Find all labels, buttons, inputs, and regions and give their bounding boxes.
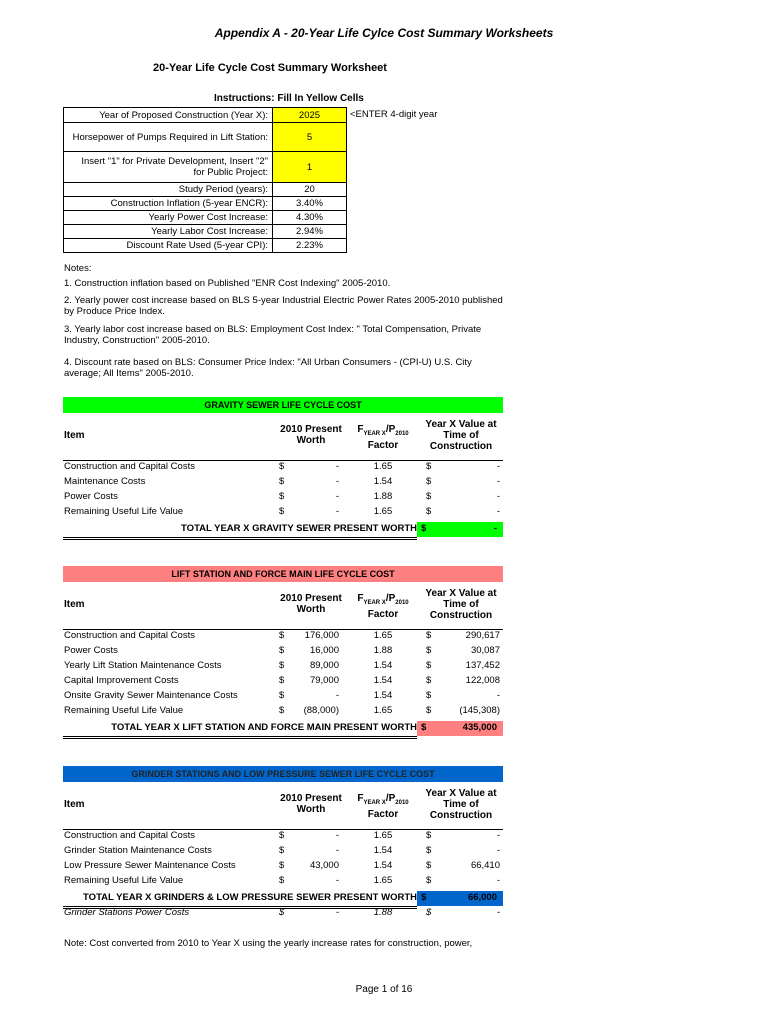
row-label: Remaining Useful Life Value xyxy=(64,506,184,517)
total-label: TOTAL YEAR X GRINDERS & LOW PRESSURE SEWER PRESENT WORTH xyxy=(83,892,417,903)
currency-symbol: $ xyxy=(421,722,427,733)
year-x-value: - xyxy=(496,491,500,502)
currency-symbol: $ xyxy=(426,461,432,472)
item-header: Item xyxy=(64,430,85,441)
factor-value: 1.88 xyxy=(373,645,393,656)
section-title-bar xyxy=(63,566,503,582)
row-label: Power Costs xyxy=(64,491,118,502)
input-label: Year of Proposed Construction (Year X): xyxy=(64,108,273,123)
year-x-value: - xyxy=(496,907,500,918)
present-worth-value: 43,000 xyxy=(309,860,339,871)
note-item: 4. Discount rate based on BLS: Consumer Price Index: "All Urban Consumers - (CPI-U) U.S. City average; All Items" 2005-2010. xyxy=(64,357,472,379)
appendix-title: Appendix A - 20-Year Life Cylce Cost Summary Worksheets xyxy=(214,26,554,40)
factor-value: 1.65 xyxy=(373,875,393,886)
currency-symbol: $ xyxy=(279,860,285,871)
labor-increase-value: 2.94% xyxy=(273,225,347,239)
bottom-note: Note: Cost converted from 2010 to Year X using the yearly increase rates for construction, power, xyxy=(64,938,473,949)
present-worth-value: 16,000 xyxy=(309,645,339,656)
section-title-bar xyxy=(63,397,503,413)
present-worth-value: - xyxy=(335,506,339,517)
currency-symbol: $ xyxy=(279,630,285,641)
present-worth-value: (88,000) xyxy=(303,705,339,716)
currency-symbol: $ xyxy=(426,830,432,841)
currency-symbol: $ xyxy=(426,690,432,701)
currency-symbol: $ xyxy=(279,476,285,487)
double-rule xyxy=(63,736,417,739)
table-row xyxy=(63,690,503,705)
year-x-value: 30,087 xyxy=(470,645,500,656)
input-table xyxy=(63,107,347,253)
row-label: Construction and Capital Costs xyxy=(64,830,195,841)
factor-header: $F_{YEAR X}/P_{2010}$ Factor xyxy=(357,793,409,820)
currency-symbol: $ xyxy=(426,860,432,871)
currency-symbol: $ xyxy=(279,506,285,517)
worksheet-title: 20-Year Life Cycle Cost Summary Worksheet xyxy=(153,62,387,74)
input-label: Insert "1" for Private Development, Insert "2" for Public Project: xyxy=(64,152,273,183)
currency-symbol: $ xyxy=(279,645,285,656)
total-value: - xyxy=(493,523,497,534)
total-cell xyxy=(417,891,503,906)
total-label: TOTAL YEAR X GRAVITY SEWER PRESENT WORTH xyxy=(181,523,417,534)
row-label: Capital Improvement Costs xyxy=(64,675,179,686)
table-row xyxy=(63,675,503,690)
factor-header: $F_{YEAR X}/P_{2010}$ Factor xyxy=(357,593,409,620)
page-footer: Page 1 of 16 xyxy=(355,984,413,995)
present-worth-header: 2010 Present Worth xyxy=(280,593,342,615)
present-worth-value: - xyxy=(335,830,339,841)
row-label: Construction and Capital Costs xyxy=(64,630,195,641)
table-row xyxy=(63,845,503,860)
row-label: Grinder Stations Power Costs xyxy=(64,907,190,918)
currency-symbol: $ xyxy=(279,660,285,671)
year-x-value: 290,617 xyxy=(465,630,500,641)
row-label: Grinder Station Maintenance Costs xyxy=(64,845,212,856)
year-x-value: 66,410 xyxy=(470,860,500,871)
present-worth-value: - xyxy=(335,690,339,701)
factor-value: 1.65 xyxy=(373,506,393,517)
table-row xyxy=(63,660,503,675)
table-row xyxy=(63,875,503,890)
present-worth-value: - xyxy=(335,845,339,856)
currency-symbol: $ xyxy=(279,705,285,716)
input-label: Study Period (years): xyxy=(64,183,273,197)
row-label: Onsite Gravity Sewer Maintenance Costs xyxy=(64,690,238,701)
total-label: TOTAL YEAR X LIFT STATION AND FORCE MAIN PRESENT WORTH xyxy=(111,722,417,733)
study-period-value: 20 xyxy=(273,183,347,197)
present-worth-value: 79,000 xyxy=(309,675,339,686)
currency-symbol: $ xyxy=(279,690,285,701)
total-row xyxy=(63,891,503,906)
currency-symbol: $ xyxy=(426,845,432,856)
factor-value: 1.54 xyxy=(373,845,393,856)
year-x-value: - xyxy=(496,845,500,856)
row-label: Remaining Useful Life Value xyxy=(64,705,184,716)
year-x-header: Year X Value at Time of Construction xyxy=(425,419,497,452)
discount-rate-value: 2.23% xyxy=(273,239,347,253)
present-worth-value: 176,000 xyxy=(304,630,339,641)
present-worth-header: 2010 Present Worth xyxy=(280,424,342,446)
factor-value: 1.65 xyxy=(373,461,393,472)
year-x-header: Year X Value at Time of Construction xyxy=(425,788,497,821)
year-x-value: - xyxy=(496,476,500,487)
currency-symbol: $ xyxy=(279,491,285,502)
factor-value: 1.54 xyxy=(373,690,393,701)
row-label: Remaining Useful Life Value xyxy=(64,875,184,886)
currency-symbol: $ xyxy=(426,705,432,716)
table-row xyxy=(63,705,503,720)
project-type-input[interactable]: 1 xyxy=(273,152,347,183)
currency-symbol: $ xyxy=(426,645,432,656)
present-worth-value: - xyxy=(335,461,339,472)
factor-value: 1.65 xyxy=(373,705,393,716)
total-cell xyxy=(417,522,503,537)
row-label: Construction and Capital Costs xyxy=(64,461,195,472)
year-x-value: - xyxy=(496,461,500,472)
power-increase-value: 4.30% xyxy=(273,211,347,225)
total-row xyxy=(63,721,503,736)
year-x-value: (145,308) xyxy=(459,705,500,716)
section-title: GRINDER STATIONS AND LOW PRESSURE SEWER LIFE CYCLE COST xyxy=(131,769,435,779)
factor-value: 1.54 xyxy=(373,660,393,671)
currency-symbol: $ xyxy=(426,630,432,641)
row-label: Maintenance Costs xyxy=(64,476,146,487)
present-worth-value: - xyxy=(335,491,339,502)
section-title-bar xyxy=(63,766,503,782)
factor-value: 1.88 xyxy=(373,907,393,918)
table-row xyxy=(63,476,503,491)
note-item: 2. Yearly power cost increase based on BLS 5-year Industrial Electric Power Rates 2005-2010 published by Produce Price Index. xyxy=(64,295,503,317)
input-label: Construction Inflation (5-year ENCR): xyxy=(64,197,273,211)
enter-year-note: <ENTER 4-digit year xyxy=(350,109,438,120)
notes-heading: Notes: xyxy=(64,263,92,274)
present-worth-header: 2010 Present Worth xyxy=(280,793,342,815)
total-row xyxy=(63,522,503,537)
row-label: Power Costs xyxy=(64,645,118,656)
item-header: Item xyxy=(64,799,85,810)
table-row xyxy=(63,461,503,476)
currency-symbol: $ xyxy=(279,907,285,918)
year-x-value: - xyxy=(496,506,500,517)
currency-symbol: $ xyxy=(421,892,427,903)
table-row xyxy=(63,506,503,521)
currency-symbol: $ xyxy=(426,875,432,886)
present-worth-value: - xyxy=(335,875,339,886)
input-label: Discount Rate Used (5-year CPI): xyxy=(64,239,273,253)
table-row xyxy=(63,907,503,922)
currency-symbol: $ xyxy=(279,830,285,841)
year-x-value: 122,008 xyxy=(465,675,500,686)
input-label: Yearly Labor Cost Increase: xyxy=(64,225,273,239)
currency-symbol: $ xyxy=(426,506,432,517)
currency-symbol: $ xyxy=(426,660,432,671)
item-header: Item xyxy=(64,599,85,610)
double-rule xyxy=(63,537,417,540)
factor-value: 1.88 xyxy=(373,491,393,502)
currency-symbol: $ xyxy=(279,675,285,686)
table-row xyxy=(63,830,503,845)
factor-value: 1.65 xyxy=(373,830,393,841)
year-x-header: Year X Value at Time of Construction xyxy=(425,588,497,621)
input-label: Yearly Power Cost Increase: xyxy=(64,211,273,225)
factor-value: 1.54 xyxy=(373,675,393,686)
year-x-value: - xyxy=(496,875,500,886)
table-row xyxy=(63,491,503,506)
table-row xyxy=(63,860,503,875)
present-worth-value: 89,000 xyxy=(309,660,339,671)
currency-symbol: $ xyxy=(426,476,432,487)
currency-symbol: $ xyxy=(426,675,432,686)
factor-value: 1.65 xyxy=(373,630,393,641)
note-item: 1. Construction inflation based on Published "ENR Cost Indexing" 2005-2010. xyxy=(64,278,391,289)
present-worth-value: - xyxy=(335,907,339,918)
currency-symbol: $ xyxy=(279,845,285,856)
factor-header: $F_{YEAR X}/P_{2010}$ Factor xyxy=(357,424,409,451)
year-x-value: 137,452 xyxy=(465,660,500,671)
input-label: Horsepower of Pumps Required in Lift Station: xyxy=(64,123,273,152)
currency-symbol: $ xyxy=(426,491,432,502)
year-x-value: - xyxy=(496,830,500,841)
currency-symbol: $ xyxy=(421,523,427,534)
total-value: 66,000 xyxy=(467,892,497,903)
section-title: LIFT STATION AND FORCE MAIN LIFE CYCLE COST xyxy=(171,569,395,579)
note-item: 3. Yearly labor cost increase based on BLS: Employment Cost Index: " Total Compensation, Private Industry, Construction" 2005-2010. xyxy=(64,324,482,346)
section-title: GRAVITY SEWER LIFE CYCLE COST xyxy=(204,400,362,410)
total-value: 435,000 xyxy=(462,722,497,733)
instructions: Instructions: Fill In Yellow Cells xyxy=(214,93,364,104)
year-input[interactable]: 2025 xyxy=(273,108,347,123)
currency-symbol: $ xyxy=(426,907,432,918)
currency-symbol: $ xyxy=(279,875,285,886)
present-worth-value: - xyxy=(335,476,339,487)
row-label: Yearly Lift Station Maintenance Costs xyxy=(64,660,222,671)
factor-value: 1.54 xyxy=(373,476,393,487)
table-row xyxy=(63,645,503,660)
table-row xyxy=(63,630,503,645)
factor-value: 1.54 xyxy=(373,860,393,871)
horsepower-input[interactable]: 5 xyxy=(273,123,347,152)
construction-inflation-value: 3.40% xyxy=(273,197,347,211)
year-x-value: - xyxy=(496,690,500,701)
row-label: Low Pressure Sewer Maintenance Costs xyxy=(64,860,236,871)
total-cell xyxy=(417,721,503,736)
currency-symbol: $ xyxy=(279,461,285,472)
